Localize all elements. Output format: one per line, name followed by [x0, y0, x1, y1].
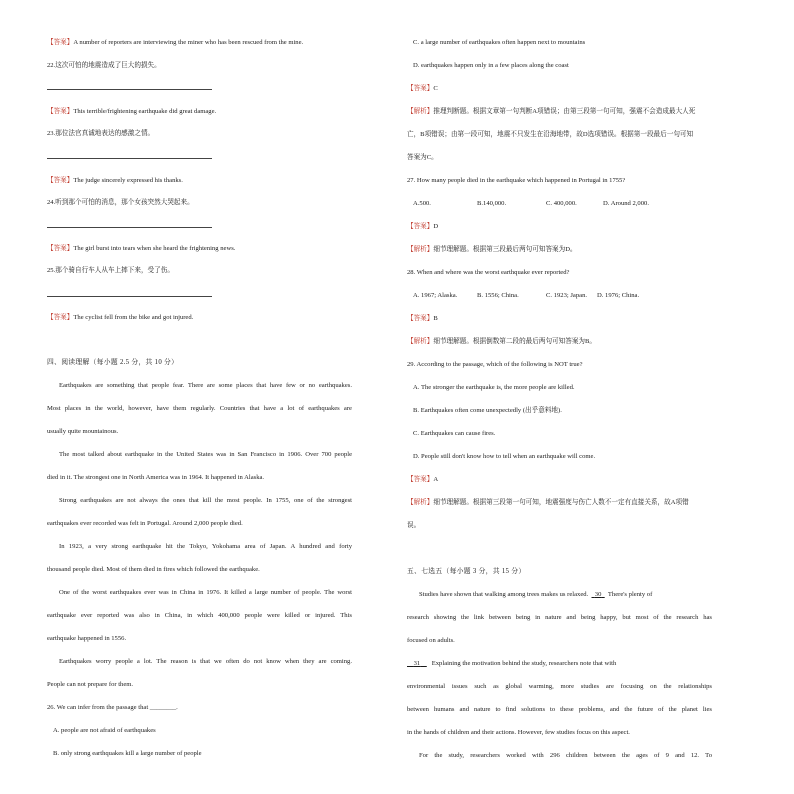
passage-7-5-line: 31 Explaining the motivation behind the study, researchers note that with	[413, 660, 617, 667]
passage-p4-line: thousand people died. Most of them died in fires which followed the earthquake.	[47, 566, 260, 573]
passage-7-5-line: Studies have shown that walking among trees makes us relaxed. 30 There's plenty of	[419, 591, 653, 598]
option-29b: B. Earthquakes often come unexpectedly (出乎意料地).	[413, 407, 562, 414]
answer-label: 【答案】	[407, 476, 434, 483]
option-26a: A. people are not afraid of earthquakes	[53, 727, 156, 734]
analysis-26-line: 亡，B项错误；由第一段可知，地震不只发生在沿海地带，故D选项错误。根据第一段最后一句可知	[407, 131, 694, 138]
option-26d: D. earthquakes happen only in a few places along the coast	[413, 62, 569, 69]
answer-26: 【答案】C	[407, 85, 438, 92]
answer-label: 【答案】	[47, 39, 74, 46]
passage-7-5-line: between humans and nature to find solutions to these problems, and the future of the planet lies	[407, 706, 712, 713]
passage-p1-line: Most places in the world, however, have them regularly. Countries that have a lot of earthquakes are	[47, 405, 352, 412]
blank-31: 31	[413, 660, 421, 667]
analysis-27: 【解析】细节理解题。根据第三段最后两句可知答案为D。	[407, 246, 577, 253]
passage-p1-line: usually quite mountainous.	[47, 428, 119, 435]
option-29d: D. People still don't know how to tell when an earthquake will come.	[413, 453, 596, 460]
answer-label: 【答案】	[47, 108, 74, 115]
question-24: 24.听到那个可怕的消息，那个女孩突然大哭起来。	[47, 199, 194, 206]
passage-p2-line: The most talked about earthquake in the United States was in San Francisco in 1906. Over 700 people	[59, 451, 352, 458]
question-25: 25.那个骑自行车人从车上摔下来，受了伤。	[47, 267, 174, 274]
passage-p5-line: earthquake ever reported was also in China, in which 400,000 people were killed or injured. This	[47, 612, 352, 619]
answer-label: 【答案】	[47, 245, 74, 252]
option-29a: A. The stronger the earthquake is, the more people are killed.	[413, 384, 575, 391]
option-29c: C. Earthquakes can cause fires.	[413, 430, 496, 437]
answer-blank-line	[47, 158, 212, 159]
answer-label: 【答案】	[407, 315, 434, 322]
analysis-label: 【解析】	[407, 246, 434, 253]
blank-30: 30	[594, 591, 602, 598]
option-28c: C. 1923; Japan.	[546, 292, 588, 299]
passage-p6-line: Earthquakes worry people a lot. The reason is that we often do not know when they are coming.	[59, 658, 352, 665]
answer-blank-line	[47, 227, 212, 228]
analysis-29-line: 【解析】细节理解题。根据第三段第一句可知，地震强度与伤亡人数不一定有直接关系，故A项错	[407, 499, 689, 506]
passage-p3-line: Strong earthquakes are not always the ones that kill the most people. In 1755, one of the strongest	[59, 497, 352, 504]
option-28d: D. 1976; China.	[597, 292, 640, 299]
question-28: 28. When and where was the worst earthquake ever reported?	[407, 269, 570, 276]
answer-label: 【答案】	[407, 85, 434, 92]
option-27a: A.500.	[413, 200, 431, 207]
answer-27: 【答案】D	[407, 223, 439, 230]
option-28a: A. 1967; Alaska.	[413, 292, 458, 299]
question-23: 23.那位法官真诚地表达的感激之情。	[47, 130, 155, 137]
answer-28: 【答案】B	[407, 315, 438, 322]
option-26c: C. a large number of earthquakes often happen next to mountains	[413, 39, 586, 46]
option-27d: D. Around 2,000.	[603, 200, 649, 207]
answer-label: 【答案】	[47, 177, 74, 184]
answer-blank-line	[47, 89, 212, 90]
passage-7-5-line: environmental issues such as global warming, more studies are focusing on the relationships	[407, 683, 712, 690]
answer-29: 【答案】A	[407, 476, 439, 483]
section-4-heading: 四、阅读理解（每小题 2.5 分，共 10 分）	[47, 359, 179, 366]
answer-label: 【答案】	[407, 223, 434, 230]
answer-21: 【答案】A number of reporters are interviewing the miner who has been rescued from the mine.	[47, 39, 304, 46]
analysis-29-line: 误。	[407, 522, 421, 529]
passage-7-5-line: focused on adults.	[407, 637, 455, 644]
passage-p5-line: One of the worst earthquakes ever was in China in 1976. It killed a large number of people. The worst	[59, 589, 352, 596]
option-26b: B. only strong earthquakes kill a large number of people	[53, 750, 202, 757]
option-27c: C. 400,000.	[546, 200, 577, 207]
analysis-28: 【解析】细节理解题。根据倒数第二段的最后两句可知答案为B。	[407, 338, 597, 345]
question-22: 22.这次可怕的地震造成了巨大的损失。	[47, 62, 161, 69]
passage-p1-line: Earthquakes are something that people fear. There are some places that have few or no earthquakes.	[59, 382, 352, 389]
answer-23: 【答案】The judge sincerely expressed his thanks.	[47, 177, 183, 184]
passage-7-5-line: For the study, researchers worked with 296 children between the ages of 9 and 12. To	[419, 752, 712, 759]
analysis-label: 【解析】	[407, 338, 434, 345]
passage-p6-line: People can not prepare for them.	[47, 681, 134, 688]
question-26: 26. We can infer from the passage that ________.	[47, 704, 178, 711]
analysis-label: 【解析】	[407, 108, 434, 115]
section-5-heading: 五、七选五（每小题 3 分，共 15 分）	[407, 568, 526, 575]
question-29: 29. According to the passage, which of the following is NOT true?	[407, 361, 583, 368]
analysis-label: 【解析】	[407, 499, 434, 506]
option-27b: B.140,000.	[477, 200, 507, 207]
passage-7-5-line: research showing the link between being in nature and being happy, but most of the research has	[407, 614, 712, 621]
answer-24: 【答案】The girl burst into tears when she heard the frightening news.	[47, 245, 236, 252]
passage-p3-line: earthquakes ever recorded was felt in Portugal. Around 2,000 people died.	[47, 520, 243, 527]
passage-p5-line: earthquake happened in 1556.	[47, 635, 127, 642]
passage-7-5-line: in the hands of children and their actions. However, few studies focus on this aspect.	[407, 729, 630, 736]
analysis-26-line: 【解析】推理判断题。根据文章第一句判断A项错误；由第三段第一句可知，强震不会造成最大人死	[407, 108, 696, 115]
analysis-26-line: 答案为C。	[407, 154, 438, 161]
answer-25: 【答案】The cyclist fell from the bike and got injured.	[47, 314, 194, 321]
question-27: 27. How many people died in the earthquake which happened in Portugal in 1755?	[407, 177, 626, 184]
option-28b: B. 1556; China.	[477, 292, 519, 299]
passage-p4-line: In 1923, a very strong earthquake hit the Tokyo, Yokohama area of Japan. A hundred and forty	[59, 543, 352, 550]
answer-label: 【答案】	[47, 314, 74, 321]
passage-p2-line: died in it. The strongest one in North America was in 1964. It happened in Alaska.	[47, 474, 265, 481]
answer-blank-line	[47, 296, 212, 297]
answer-22: 【答案】This terrible/frightening earthquake did great damage.	[47, 108, 217, 115]
